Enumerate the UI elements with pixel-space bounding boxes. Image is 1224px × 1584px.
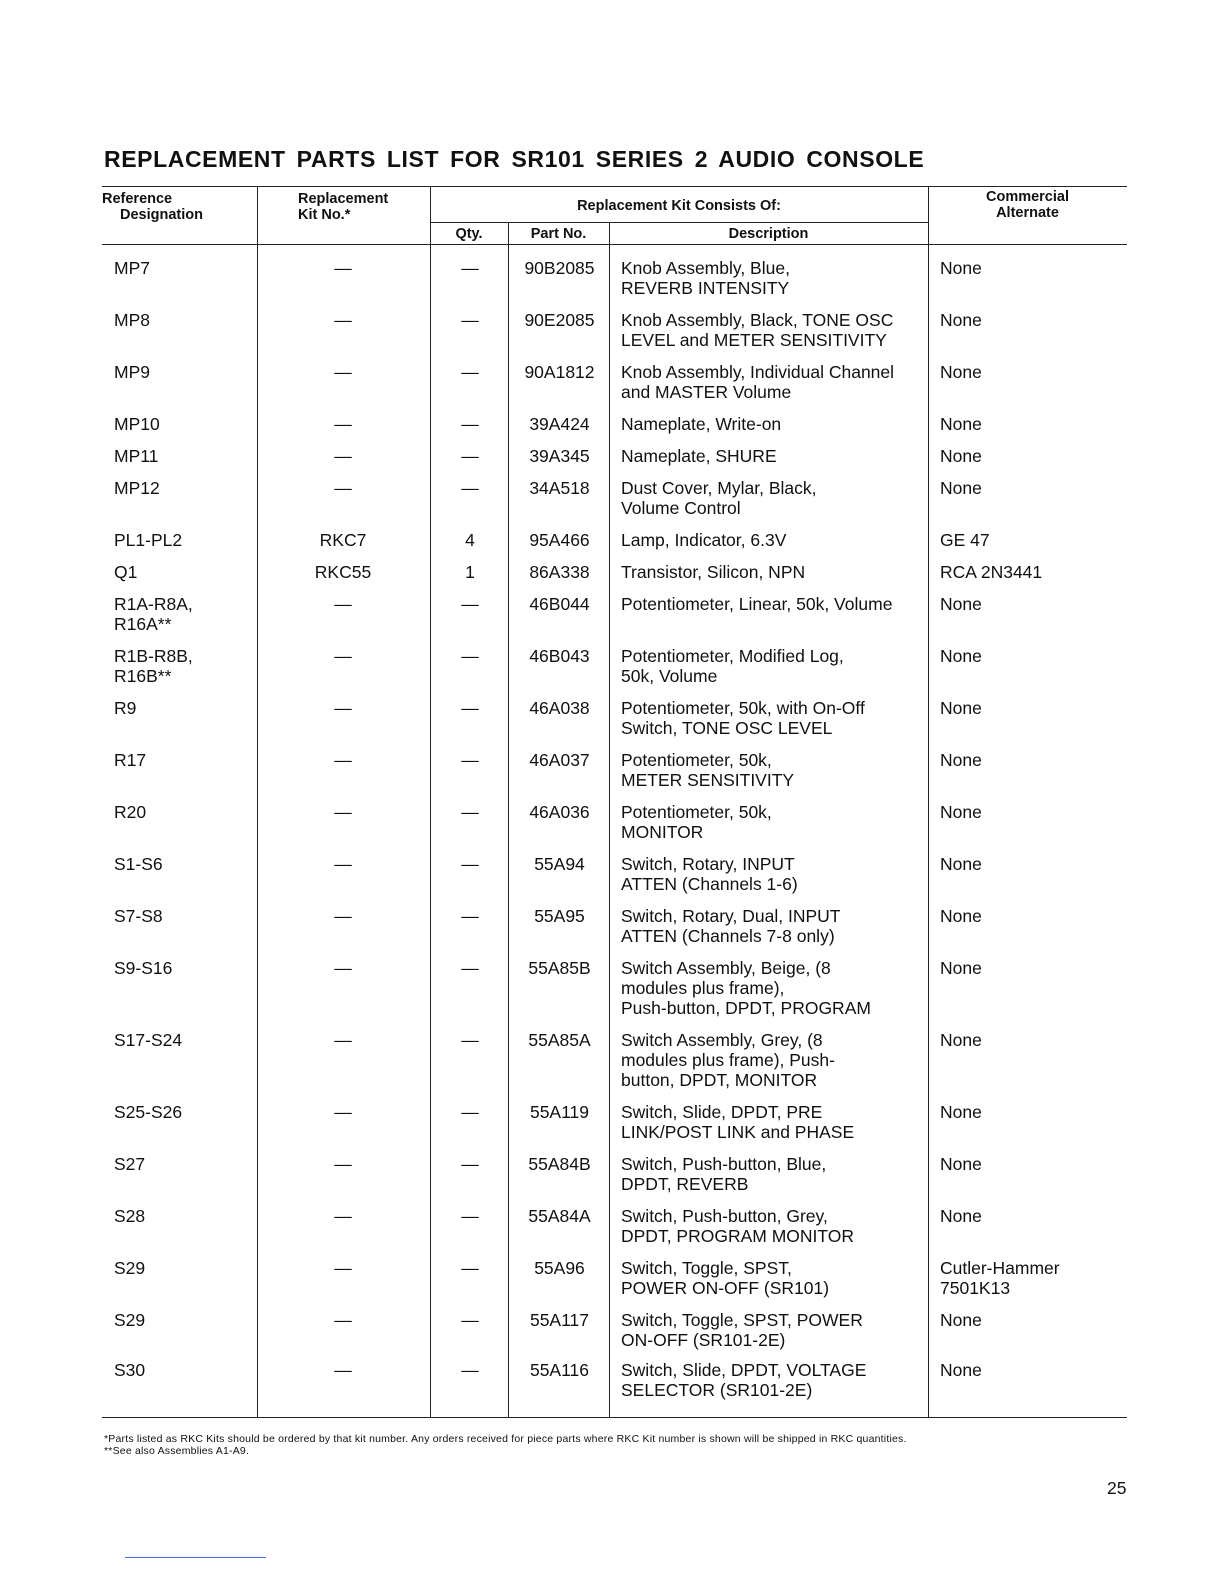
cell-line: ATTEN (Channels 7-8 only) xyxy=(621,926,835,946)
cell-line: None xyxy=(940,958,982,978)
cell-alt xyxy=(940,258,982,278)
table-header xyxy=(102,186,1127,245)
cell-line: S1-S6 xyxy=(114,854,163,874)
cell-desc xyxy=(621,258,790,298)
cell-line: None xyxy=(940,1310,982,1330)
cell-line: MP8 xyxy=(114,310,150,330)
cell-line: None xyxy=(940,646,982,666)
cell-alt xyxy=(940,310,982,330)
cell-qty: — xyxy=(461,1102,479,1122)
cell-kit: — xyxy=(334,1030,352,1050)
cell-kit: — xyxy=(334,1154,352,1174)
cell-line: None xyxy=(940,478,982,498)
cell-qty: — xyxy=(461,1206,479,1226)
cell-kit: — xyxy=(334,594,352,614)
cell-line: S25-S26 xyxy=(114,1102,183,1122)
cell-line: None xyxy=(940,750,982,770)
cell-desc xyxy=(621,1154,826,1194)
cell-qty: — xyxy=(461,854,479,874)
cell-line: MP7 xyxy=(114,258,150,278)
cell-qty: — xyxy=(461,906,479,926)
cell-line: Push-button, DPDT, PROGRAM xyxy=(621,998,871,1018)
cell-desc xyxy=(621,310,893,350)
cell-qty: — xyxy=(461,1310,479,1330)
cell-line: None xyxy=(940,802,982,822)
cell-ref xyxy=(114,802,146,822)
cell-line: S7-S8 xyxy=(114,906,163,926)
cell-ref xyxy=(114,258,150,278)
footnotes xyxy=(104,1433,907,1457)
cell-line: modules plus frame), xyxy=(621,978,785,998)
cell-line: GE 47 xyxy=(940,530,990,550)
cell-part: 95A466 xyxy=(529,530,590,550)
cell-line: S9-S16 xyxy=(114,958,173,978)
cell-qty: — xyxy=(461,698,479,718)
cell-line: R16A** xyxy=(114,614,172,634)
cell-ref xyxy=(114,362,150,382)
cell-line: None xyxy=(940,258,982,278)
cell-part: 39A424 xyxy=(529,414,590,434)
header-divider xyxy=(508,223,509,243)
footnote-kits: *Parts listed as RKC Kits should be ordered by that kit number. Any orders received for piece parts where RKC Kit number is shown will be shipped in RKC quantities. xyxy=(104,1433,907,1445)
cell-line: R16B** xyxy=(114,666,172,686)
cell-kit: — xyxy=(334,802,352,822)
cell-line: Switch, Rotary, Dual, INPUT xyxy=(621,906,841,926)
cell-kit: — xyxy=(334,478,352,498)
cell-line: None xyxy=(940,362,982,382)
cell-kit: — xyxy=(334,646,352,666)
cell-ref xyxy=(114,594,193,634)
cell-line: Nameplate, SHURE xyxy=(621,446,777,466)
page-number: 25 xyxy=(1107,1478,1127,1498)
cell-line: Knob Assembly, Black, TONE OSC xyxy=(621,310,894,330)
cell-alt xyxy=(940,646,982,666)
cell-desc xyxy=(621,446,777,466)
decorative-rule xyxy=(125,1557,266,1558)
cell-alt xyxy=(940,1206,982,1226)
cell-part: 90A1812 xyxy=(524,362,595,382)
cell-line: ON-OFF (SR101-2E) xyxy=(621,1330,786,1350)
cell-line: Transistor, Silicon, NPN xyxy=(621,562,806,582)
cell-alt xyxy=(940,1360,982,1380)
cell-qty: — xyxy=(461,362,479,382)
cell-part: 39A345 xyxy=(529,446,590,466)
cell-desc xyxy=(621,478,816,518)
cell-qty: — xyxy=(461,310,479,330)
cell-desc xyxy=(621,906,840,946)
cell-kit: — xyxy=(334,258,352,278)
cell-desc xyxy=(621,594,892,614)
cell-line: None xyxy=(940,906,982,926)
cell-line: Switch, Rotary, INPUT xyxy=(621,854,795,874)
cell-part: 55A117 xyxy=(529,1310,590,1330)
cell-line: LEVEL and METER SENSITIVITY xyxy=(621,330,887,350)
cell-alt xyxy=(940,958,982,978)
cell-part: 86A338 xyxy=(529,562,590,582)
cell-ref xyxy=(114,958,172,978)
cell-line: Cutler-Hammer xyxy=(940,1258,1060,1278)
header-text: Designation xyxy=(120,207,203,223)
cell-part: 55A85B xyxy=(528,958,591,978)
cell-ref xyxy=(114,446,158,466)
cell-line: None xyxy=(940,1030,982,1050)
cell-part: 55A116 xyxy=(529,1360,590,1380)
cell-line: SELECTOR (SR101-2E) xyxy=(621,1380,813,1400)
cell-part: 90B2085 xyxy=(524,258,595,278)
cell-kit: RKC55 xyxy=(314,562,372,582)
header-text: Alternate xyxy=(996,205,1059,221)
cell-line: Switch, Toggle, SPST, xyxy=(621,1258,792,1278)
cell-kit: — xyxy=(334,958,352,978)
cell-line: None xyxy=(940,1154,982,1174)
header-text: Replacement xyxy=(298,191,389,207)
cell-line: RCA 2N3441 xyxy=(940,562,1043,582)
cell-kit: RKC7 xyxy=(319,530,367,550)
cell-line: PL1-PL2 xyxy=(114,530,183,550)
cell-part: 46B044 xyxy=(529,594,590,614)
cell-part: 55A96 xyxy=(534,1258,585,1278)
cell-part: 55A119 xyxy=(529,1102,590,1122)
cell-kit: — xyxy=(334,1206,352,1226)
cell-line: Switch, Slide, DPDT, PRE xyxy=(621,1102,823,1122)
cell-line: METER SENSITIVITY xyxy=(621,770,795,790)
cell-ref xyxy=(114,854,163,874)
cell-qty: — xyxy=(461,1258,479,1278)
cell-alt xyxy=(940,698,982,718)
cell-desc xyxy=(621,958,871,1018)
cell-line: None xyxy=(940,1360,982,1380)
header-reference xyxy=(102,191,203,223)
cell-line: R17 xyxy=(114,750,147,770)
cell-kit: — xyxy=(334,1360,352,1380)
table-body xyxy=(102,245,1127,1418)
cell-alt xyxy=(940,530,990,550)
cell-line: MP9 xyxy=(114,362,150,382)
cell-line: REVERB INTENSITY xyxy=(621,278,790,298)
cell-line: button, DPDT, MONITOR xyxy=(621,1070,818,1090)
cell-alt xyxy=(940,854,982,874)
cell-desc xyxy=(621,1030,835,1090)
page-title: REPLACEMENT PARTS LIST FOR SR101 SERIES 2 AUDIO CONSOLE xyxy=(104,146,925,172)
cell-line: ATTEN (Channels 1-6) xyxy=(621,874,798,894)
cell-part: 55A94 xyxy=(534,854,585,874)
cell-line: POWER ON-OFF (SR101) xyxy=(621,1278,830,1298)
cell-line: R1A-R8A, xyxy=(114,594,193,614)
cell-line: Switch, Slide, DPDT, VOLTAGE xyxy=(621,1360,867,1380)
cell-kit: — xyxy=(334,1258,352,1278)
cell-alt xyxy=(940,1102,982,1122)
cell-line: MONITOR xyxy=(621,822,704,842)
cell-ref xyxy=(114,310,150,330)
cell-line: None xyxy=(940,310,982,330)
cell-ref xyxy=(114,906,163,926)
header-text: Kit No.* xyxy=(298,207,351,223)
cell-qty: — xyxy=(461,958,479,978)
cell-qty: — xyxy=(461,1154,479,1174)
header-alternate xyxy=(928,189,1127,221)
cell-desc xyxy=(621,646,844,686)
cell-line: S29 xyxy=(114,1258,146,1278)
cell-desc xyxy=(621,530,786,550)
cell-line: Potentiometer, 50k, xyxy=(621,750,772,770)
cell-ref xyxy=(114,646,193,686)
cell-part: 55A95 xyxy=(534,906,585,926)
cell-desc xyxy=(621,1102,854,1142)
parts-table xyxy=(102,186,1127,1418)
cell-desc xyxy=(621,1360,866,1400)
cell-desc xyxy=(621,362,894,402)
cell-kit: — xyxy=(334,750,352,770)
cell-desc xyxy=(621,1206,854,1246)
cell-alt xyxy=(940,1310,982,1330)
cell-alt xyxy=(940,362,982,382)
cell-alt xyxy=(940,802,982,822)
cell-line: Switch, TONE OSC LEVEL xyxy=(621,718,833,738)
cell-qty: — xyxy=(461,646,479,666)
cell-line: 50k, Volume xyxy=(621,666,718,686)
cell-alt xyxy=(940,594,982,614)
cell-line: R1B-R8B, xyxy=(114,646,193,666)
cell-line: LINK/POST LINK and PHASE xyxy=(621,1122,855,1142)
cell-line: S29 xyxy=(114,1310,146,1330)
cell-line: None xyxy=(940,1102,982,1122)
header-text: Reference xyxy=(102,191,173,207)
cell-part: 55A84A xyxy=(528,1206,591,1226)
header-divider xyxy=(609,223,610,243)
header-text: Commercial xyxy=(985,189,1069,205)
cell-line: modules plus frame), Push- xyxy=(621,1050,835,1070)
cell-kit: — xyxy=(334,1102,352,1122)
cell-qty: — xyxy=(461,1360,479,1380)
cell-qty: — xyxy=(461,478,479,498)
cell-ref xyxy=(114,1206,145,1226)
cell-qty: — xyxy=(461,258,479,278)
cell-line: R9 xyxy=(114,698,137,718)
cell-desc xyxy=(621,1310,863,1350)
cell-line: 7501K13 xyxy=(940,1278,1011,1298)
cell-qty: — xyxy=(461,1030,479,1050)
cell-line: None xyxy=(940,414,982,434)
cell-kit: — xyxy=(334,362,352,382)
header-qty: Qty. xyxy=(455,226,483,242)
cell-kit: — xyxy=(334,1310,352,1330)
cell-line: None xyxy=(940,1206,982,1226)
cell-part: 46B043 xyxy=(529,646,590,666)
cell-desc xyxy=(621,698,865,738)
cell-desc xyxy=(621,750,794,790)
cell-alt xyxy=(940,906,982,926)
cell-part: 46A038 xyxy=(529,698,590,718)
cell-line: Volume Control xyxy=(621,498,741,518)
header-kit xyxy=(298,191,388,223)
cell-line: S27 xyxy=(114,1154,146,1174)
header-part: Part No. xyxy=(530,226,587,242)
cell-line: DPDT, PROGRAM MONITOR xyxy=(621,1226,855,1246)
cell-alt xyxy=(940,1030,982,1050)
cell-ref xyxy=(114,1258,145,1278)
cell-part: 46A037 xyxy=(529,750,590,770)
cell-qty: — xyxy=(461,446,479,466)
cell-line: None xyxy=(940,594,982,614)
cell-part: 90E2085 xyxy=(524,310,595,330)
cell-qty: — xyxy=(461,414,479,434)
cell-ref xyxy=(114,1310,145,1330)
header-description: Description xyxy=(728,226,809,242)
cell-line: Nameplate, Write-on xyxy=(621,414,782,434)
column-divider xyxy=(257,186,258,1417)
cell-alt xyxy=(940,1258,1060,1298)
cell-line: S17-S24 xyxy=(114,1030,183,1050)
cell-qty: — xyxy=(461,594,479,614)
cell-ref xyxy=(114,1030,182,1050)
cell-line: None xyxy=(940,854,982,874)
cell-kit: — xyxy=(334,446,352,466)
cell-kit: — xyxy=(334,906,352,926)
cell-alt xyxy=(940,1154,982,1174)
cell-line: Q1 xyxy=(114,562,138,582)
cell-line: S30 xyxy=(114,1360,146,1380)
cell-part: 55A84B xyxy=(528,1154,591,1174)
cell-alt xyxy=(940,478,982,498)
cell-ref xyxy=(114,1360,145,1380)
cell-line: DPDT, REVERB xyxy=(621,1174,749,1194)
cell-qty: 4 xyxy=(465,530,475,550)
cell-kit: — xyxy=(334,414,352,434)
cell-line: Switch Assembly, Beige, (8 xyxy=(621,958,831,978)
cell-line: None xyxy=(940,446,982,466)
cell-qty: — xyxy=(461,750,479,770)
cell-line: Dust Cover, Mylar, Black, xyxy=(621,478,817,498)
cell-line: Knob Assembly, Blue, xyxy=(621,258,790,278)
cell-line: R20 xyxy=(114,802,147,822)
cell-desc xyxy=(621,802,772,842)
cell-qty: 1 xyxy=(465,562,475,582)
cell-desc xyxy=(621,854,798,894)
cell-ref xyxy=(114,530,182,550)
cell-line: S28 xyxy=(114,1206,146,1226)
cell-ref xyxy=(114,1154,145,1174)
cell-ref xyxy=(114,478,160,498)
cell-alt xyxy=(940,562,1042,582)
cell-line: Lamp, Indicator, 6.3V xyxy=(621,530,787,550)
cell-line: MP11 xyxy=(114,446,159,466)
cell-line: and MASTER Volume xyxy=(621,382,792,402)
cell-ref xyxy=(114,1102,182,1122)
cell-line: Switch, Toggle, SPST, POWER xyxy=(621,1310,863,1330)
cell-kit: — xyxy=(334,854,352,874)
column-divider xyxy=(430,186,431,1417)
cell-part: 46A036 xyxy=(529,802,590,822)
column-divider xyxy=(508,243,509,1417)
cell-line: MP12 xyxy=(114,478,160,498)
cell-ref xyxy=(114,562,137,582)
cell-line: Potentiometer, 50k, xyxy=(621,802,772,822)
cell-line: Switch, Push-button, Blue, xyxy=(621,1154,827,1174)
cell-line: Switch Assembly, Grey, (8 xyxy=(621,1030,823,1050)
cell-kit: — xyxy=(334,310,352,330)
cell-alt xyxy=(940,446,982,466)
cell-qty: — xyxy=(461,802,479,822)
header-kit-group: Replacement Kit Consists Of: xyxy=(577,198,781,214)
cell-part: 34A518 xyxy=(529,478,590,498)
cell-line: MP10 xyxy=(114,414,160,434)
cell-kit: — xyxy=(334,698,352,718)
header-divider xyxy=(430,222,928,223)
cell-line: Switch, Push-button, Grey, xyxy=(621,1206,828,1226)
cell-line: Potentiometer, 50k, with On-Off xyxy=(621,698,865,718)
cell-ref xyxy=(114,698,136,718)
footnote-assemblies: **See also Assemblies A1-A9. xyxy=(104,1445,250,1457)
cell-ref xyxy=(114,750,146,770)
cell-line: Potentiometer, Linear, 50k, Volume xyxy=(621,594,893,614)
cell-alt xyxy=(940,414,982,434)
column-divider xyxy=(609,243,610,1417)
cell-desc xyxy=(621,1258,829,1298)
cell-line: Potentiometer, Modified Log, xyxy=(621,646,844,666)
column-divider xyxy=(928,186,929,1417)
cell-desc xyxy=(621,562,805,582)
cell-desc xyxy=(621,414,781,434)
cell-line: None xyxy=(940,698,982,718)
cell-line: Knob Assembly, Individual Channel xyxy=(621,362,895,382)
cell-alt xyxy=(940,750,982,770)
cell-ref xyxy=(114,414,160,434)
cell-part: 55A85A xyxy=(528,1030,591,1050)
